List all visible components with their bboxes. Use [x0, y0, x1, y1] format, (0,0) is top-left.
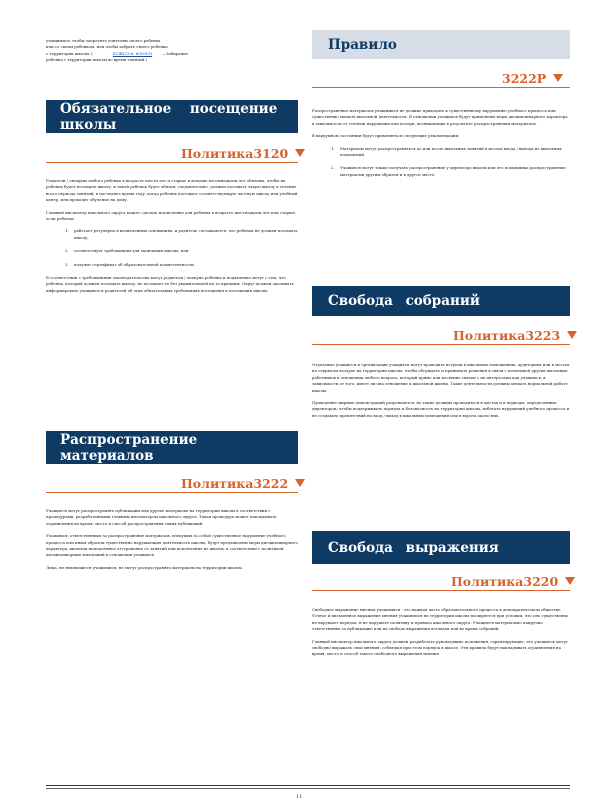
page-number: 11	[296, 794, 303, 800]
materials-title: Распространение материалов	[60, 431, 198, 464]
rule-policy-label: 3222Р	[502, 70, 563, 86]
rule-list	[312, 146, 570, 179]
paragraph: Проведение мирных демонстраций разрешаются, но такие должны проводиться в местах и в периоды, определенных директором, чтобы поддерживать порядок и безопасность на территории школы, избегать нарушений учебного процесса и не создавать препятствий на вход / выход в школьных помещений или в ворота около них.	[312, 400, 570, 418]
paragraph: Главный инспектор школьного округа может сделать исключение для ребенка в возрасте шестнадцати лет или старше, если ребенок:	[46, 209, 297, 222]
attendance-title: Обязательное посещение школы	[60, 100, 278, 133]
expression-policy-label: Политика3220	[451, 573, 575, 589]
expression-body	[312, 607, 570, 664]
footer-rule	[46, 785, 570, 786]
assembly-banner	[312, 286, 570, 316]
attendance-body	[46, 178, 298, 300]
paragraph: Учащиеся могут распространять публикации или другие материалы на территории школы в соответствии с процедурами, разработанными главным инспектором школьного округа. Такая процедура может накладывать ограничения на время, место и способ распространения таких публикаций.	[46, 508, 277, 526]
paragraph: В вакуумном состоянии будут применяться следующие рекомендации:	[312, 133, 460, 139]
list-item: 1. работает регулярно в назначенных основаниях, и родитель соглашаются, что ребенок не должен посещать школу,	[70, 228, 298, 241]
materials-banner	[46, 431, 298, 464]
list-item: 3. получит сертификат об образовательной компетентности.	[70, 262, 298, 268]
left-top-line: или со своим ребенком, или чтобы забрать своего ребенка	[46, 44, 168, 50]
triangle-down-icon	[565, 577, 575, 585]
triangle-down-icon	[567, 331, 577, 339]
left-top-fragment	[46, 38, 298, 64]
policy-link[interactable]: ЕСЖ(23-6, 601010)	[112, 50, 153, 56]
paragraph: Лица, не являющиеся учащимися, не могут распространять материалы на территории школы.	[46, 564, 243, 570]
assembly-title: Свобода собраний	[328, 293, 480, 309]
rule-banner	[312, 30, 570, 59]
rule-title: Правило	[328, 36, 397, 53]
attendance-list	[46, 228, 298, 268]
materials-policy-label: Политика3222	[181, 475, 305, 491]
paragraph: Отдельные учащиеся и организации учащихся могут проводить встречи в школьных помещениях, аудиториях или в местах на открытом воздухе на территории школы, чтобы обсуждать и принимать решения в связи с политикой других школьных работников в отношении любого вопроса, который прямо или косвенно связан с их интересами как учащихся, в зависимости от того, имеет ли она отношение к школьной жизни. Такие деятельности должны мешать нормальной работе школы.	[312, 362, 570, 393]
left-top-line: ребенка с территории школы во время занятий.)	[46, 57, 148, 63]
triangle-down-icon	[295, 479, 305, 487]
paragraph: Свободное выражение мнения учащимися - это важная часть образовательного процесса в демократическом обществе. Устное и письменное выражение мнения учащимися на территории школы поощряется при условии, что оно существенно не нарушает порядок, и не нарушает политику и правила школьного округа. Учащиеся материально наиручно ответственны за публикацию или на свободе выражения взглядов или во время собраний.	[312, 607, 569, 632]
expression-banner	[312, 531, 570, 564]
paragraph: Главный инспектор школьного округа должен разработать руководящие положения, гарантирующие, что учащиеся могут свободно выражать свои мнения, соблюдая при этом порядок в школе. Эти правила будут накладывать ограничения на время, место и способ такого свободного выражения мнения.	[312, 638, 568, 657]
left-top-line: учащимися, чтобы запретить учителям своего ребенка	[46, 38, 161, 43]
list-item: 2. соответствует требованиям для окончания школы, или	[70, 248, 298, 254]
left-top-line: с территории школы. ( ЕСЖ(23-6, 601010) —Забирание	[46, 50, 188, 56]
assembly-policy-label: Политика3223	[453, 327, 577, 343]
paragraph: Учащимся, ответственным за распространение материалов, влекущих за собой существенное нарушение учебного процесса или иным образом существенно нарушающих деятельность школы, будут предъявлены меры дисциплинарного характера, включая немедленное отстранение от занятий или исключение из школы, в соответствии с политикой дисциплинарных взысканий в отношении учащихся.	[46, 533, 298, 558]
footer-rule-thin	[46, 788, 570, 789]
materials-body	[46, 508, 298, 577]
paragraph: Родители / опекуны любого ребенка в возрасте шести лет и старше и младше восемнадцати лет обязаны, чтобы их ребенок будет посещать школу, и такой ребенок будет обязан, следовательно, должен посещать такую школу в течение всего периода занятий, в последнее время году, когда ребенок посещает соответствующую частную школу или учебный центр, или проходит обучение на дому.	[46, 178, 298, 203]
expression-title: Свобода выражения	[328, 539, 499, 556]
list-item: 1. Материалы могут распространяться до или после школьных занятий в местах входа / выхода из школьных помещений.	[336, 146, 570, 159]
triangle-down-icon	[295, 149, 305, 157]
assembly-body	[312, 362, 570, 425]
paragraph: В соответствии с требованиями законодательства могут родителя / опекуна ребенка и подавление могут с тем, что ребенок, который должен посещать школу, не посещает ее без уважительной на то причины. Округ должен оказывать информировать учащихся и родителей об этих обязательных требованиях посещения и посещения школы.	[46, 275, 294, 293]
rule-body	[312, 108, 570, 185]
paragraph: Распространение материалов учащимися не должно приводить к существенному нарушению учебного процесса или существенно мешать школьной деятельности. В отношении учащихся будут применены меры дисциплинарного характера в зависимости от степени нарушения или потери, возникающих в результате распространения материалов.	[312, 108, 568, 126]
attendance-policy-label: Политика3120	[181, 145, 305, 161]
triangle-down-icon	[553, 74, 563, 82]
attendance-banner	[46, 100, 298, 133]
list-item: 2. Учащиеся могут также получать распространение у директора школы или его помощника распространение материалов другим образом и в другое место.	[336, 165, 570, 178]
